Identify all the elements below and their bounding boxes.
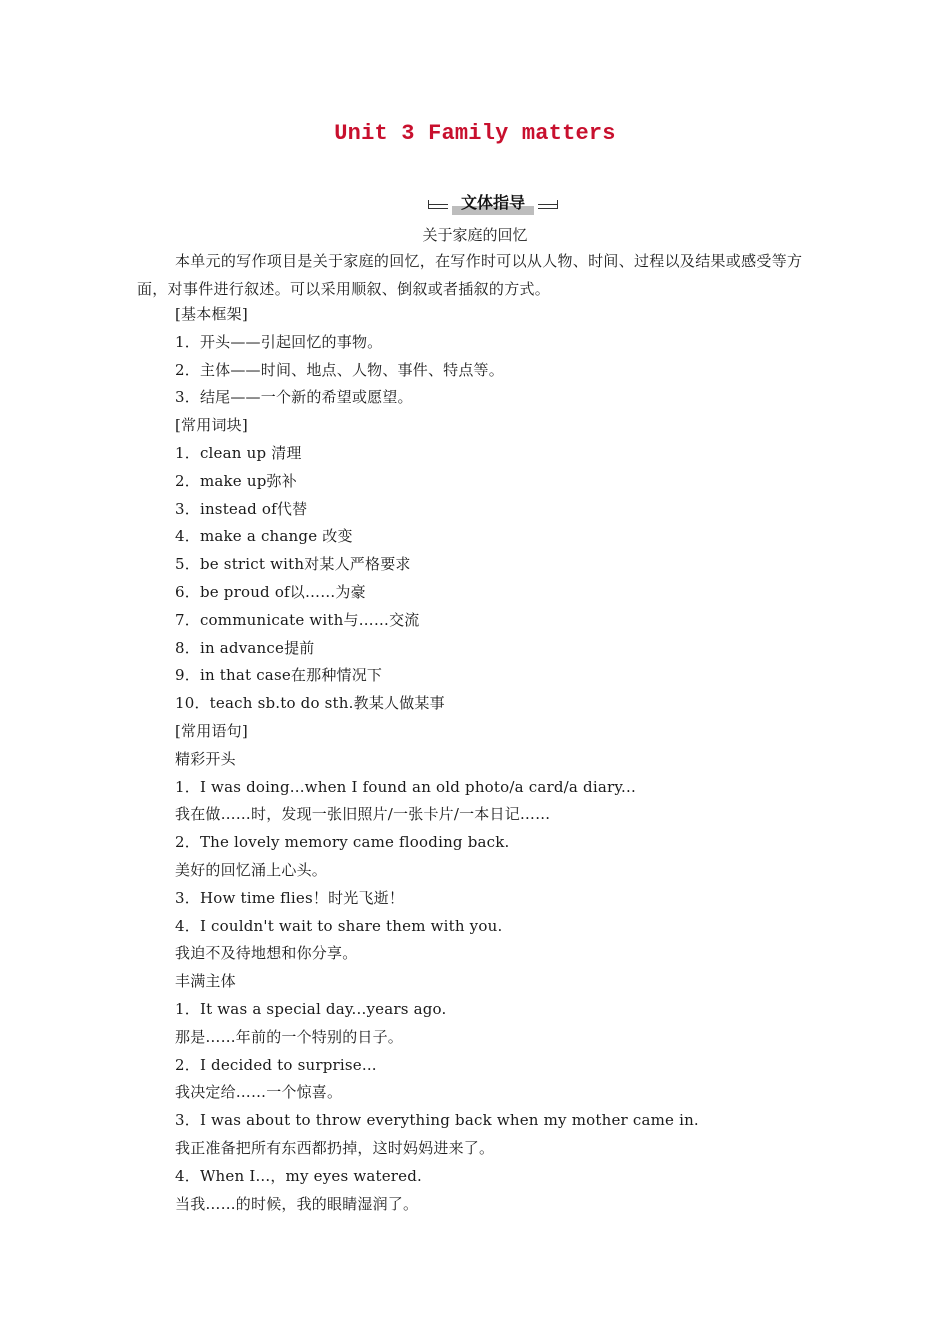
- text-line: 3．I was about to throw everything back when my mother came in.: [175, 1111, 699, 1130]
- text-line: 4．make a change 改变: [175, 527, 353, 546]
- text-line: 我正准备把所有东西都扔掉，这时妈妈进来了。: [175, 1138, 495, 1157]
- text-line: 2．make up弥补: [175, 471, 297, 490]
- text-line: 美好的回忆涌上心头。: [175, 860, 328, 879]
- text-line: 4．When I...，my eyes watered.: [175, 1166, 423, 1185]
- section-subtitle: 关于家庭的回忆: [422, 226, 528, 244]
- intro-paragraph: 本单元的写作项目是关于家庭的回忆，在写作时可以从人物、时间、过程以及结果或感受等方面，对事件进行叙述。可以采用顺叙、倒叙或者插叙的方式。: [137, 252, 803, 298]
- text-line: 精彩开头: [175, 749, 236, 768]
- banner-cap-left: [428, 200, 429, 209]
- banner-cap-right: [557, 200, 558, 209]
- text-line: 当我……的时候，我的眼睛湿润了。: [175, 1194, 419, 1213]
- text-line: 8．in advance提前: [175, 638, 315, 657]
- banner-label: 文体指导: [460, 193, 525, 212]
- text-line: 6．be proud of以……为豪: [175, 582, 366, 601]
- text-line: 5．be strict with对某人严格要求: [175, 555, 411, 574]
- text-line: 1．开头——引起回忆的事物。: [175, 332, 383, 351]
- text-line: [基本框架]: [175, 305, 248, 323]
- text-line: 1．clean up 清理: [175, 443, 302, 462]
- text-line: 7．communicate with与……交流: [175, 610, 420, 629]
- content-lines: [175, 301, 875, 1218]
- unit-title: Unit 3 Family matters: [334, 121, 616, 146]
- text-line: 3．How time flies！时光飞逝！: [175, 888, 405, 907]
- text-line: 3．结尾——一个新的希望或愿望。: [175, 388, 413, 407]
- text-line: 丰满主体: [175, 972, 236, 991]
- text-line: 我决定给……一个惊喜。: [175, 1083, 343, 1102]
- text-line: 2．I decided to surprise...: [175, 1055, 377, 1074]
- text-line: [常用语句]: [175, 721, 248, 740]
- text-line: 那是……年前的一个特别的日子。: [175, 1027, 404, 1046]
- text-line: [常用词块]: [175, 416, 248, 435]
- text-line: 1．I was doing...when I found an old photo/a card/a diary...: [175, 777, 636, 796]
- text-line: 10．teach sb.to do sth.教某人做某事: [175, 694, 445, 713]
- text-line: 我在做……时，发现一张旧照片/一张卡片/一本日记……: [175, 805, 551, 824]
- text-line: 3．instead of代替: [175, 499, 308, 518]
- section-banner: [428, 191, 558, 217]
- text-line: 1．It was a special day...years ago.: [175, 999, 447, 1018]
- text-line: 2．主体——时间、地点、人物、事件、特点等。: [175, 360, 504, 379]
- text-line: 2．The lovely memory came flooding back.: [175, 833, 510, 852]
- text-line: 4．I couldn't wait to share them with you.: [175, 916, 503, 935]
- text-line: 我迫不及待地想和你分享。: [175, 944, 358, 963]
- text-line: 9．in that case在那种情况下: [175, 666, 383, 685]
